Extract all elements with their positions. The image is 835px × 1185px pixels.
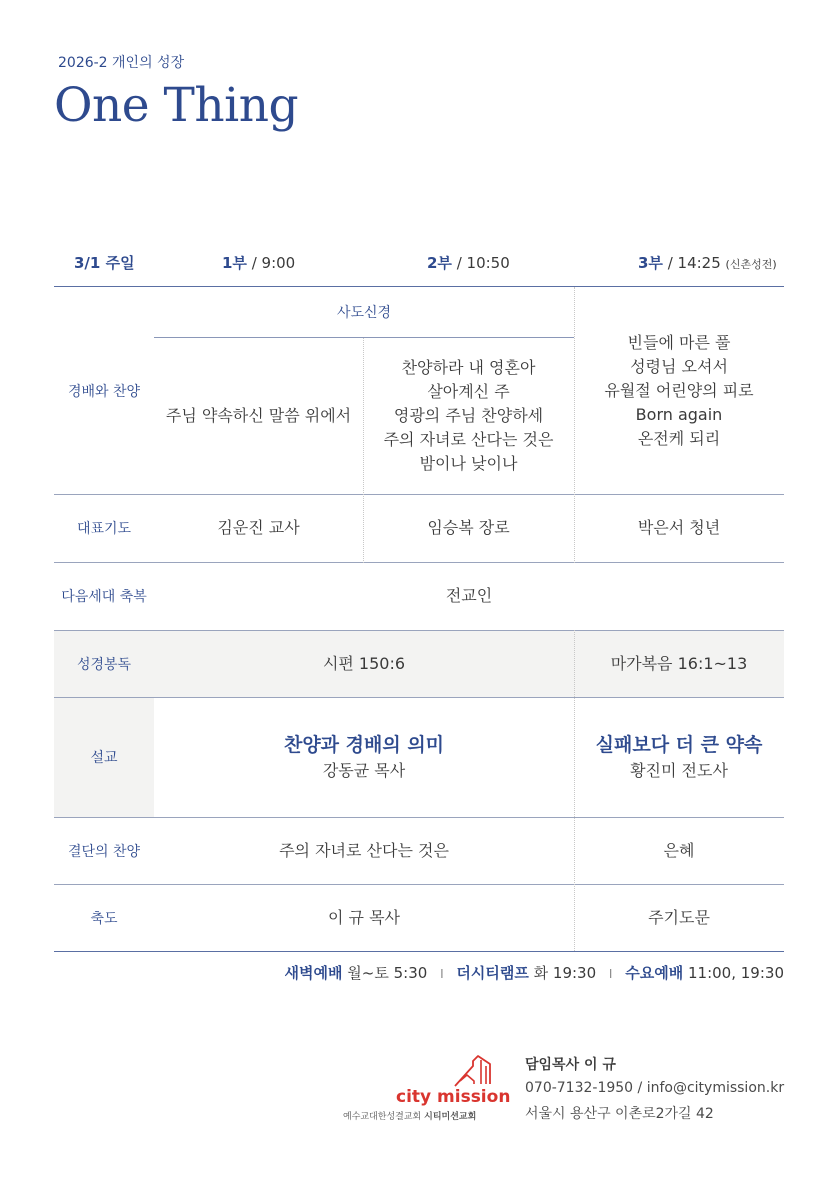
prayer-service-2: 임승복 장로 xyxy=(427,518,510,537)
separator: I xyxy=(608,967,613,981)
service-1-time: / 9:00 xyxy=(246,254,296,272)
nextgen-value: 전교인 xyxy=(445,586,493,605)
city-lamp-time: 화 19:30 xyxy=(533,964,597,982)
service-3-label: 3부 xyxy=(638,254,663,272)
page-title: One Thing xyxy=(54,78,299,133)
separator: I xyxy=(440,967,444,981)
worship-song: 성령님 오셔서 xyxy=(630,356,728,376)
worship-service-2 xyxy=(363,338,574,494)
sermon-title: 찬양과 경배의 의미 xyxy=(283,734,445,756)
worship-song: 밤이나 낮이나 xyxy=(419,454,518,473)
service-3-header xyxy=(638,252,777,273)
sermon-speaker: 황진미 전도사 xyxy=(630,761,728,780)
service-date xyxy=(74,252,135,273)
service-2-header xyxy=(427,252,510,273)
service-3-time: / 14:25 xyxy=(662,254,721,272)
church-address: 서울시 용산구 이촌로2가길 42 xyxy=(525,1106,714,1122)
reading-service-1-2: 시편 150:6 xyxy=(322,653,406,673)
city-lamp-label: 더시티램프 xyxy=(456,964,529,982)
service-date-text: 3/1 주일 xyxy=(74,254,135,272)
reading-service-3: 마가복음 16:1~13 xyxy=(610,653,748,673)
apostles-creed: 사도신경 xyxy=(336,304,392,321)
row-label-blessing: 축도 xyxy=(90,910,118,927)
service-3-note: (신촌성전) xyxy=(725,258,777,271)
prayer-service-1: 김운진 교사 xyxy=(217,518,300,537)
worship-song: 영광의 주님 찬양하세 xyxy=(393,406,544,425)
service-1-label: 1부 xyxy=(222,254,247,272)
contact-info: 070-7132-1950 / info@citymission.kr xyxy=(525,1080,785,1096)
blessing-service-1-2: 이 규 목사 xyxy=(328,907,400,927)
worship-service-1: 주님 약속하신 말씀 위에서 xyxy=(165,406,352,425)
row-label-sermon: 설교 xyxy=(90,750,118,766)
worship-song: 찬양하라 내 영혼아 xyxy=(401,358,536,377)
worship-song: 주의 자녀로 산다는 것은 xyxy=(383,430,554,449)
sermon-title: 실패보다 더 큰 약속 xyxy=(595,734,763,756)
wednesday-service-label: 수요예배 xyxy=(625,964,684,982)
decision-service-3: 은혜 xyxy=(663,840,695,860)
series-subtitle: 2026-2 개인의 성장 xyxy=(58,55,185,71)
worship-song: Born again xyxy=(635,404,723,424)
dawn-service-time: 월~토 5:30 xyxy=(347,964,428,982)
service-2-label: 2부 xyxy=(427,254,452,272)
wednesday-service-time: 11:00, 19:30 xyxy=(688,964,784,982)
sermon-service-3 xyxy=(574,697,784,817)
senior-pastor: 담임목사 이 규 xyxy=(525,1057,616,1073)
decision-service-1-2: 주의 자녀로 산다는 것은 xyxy=(279,840,449,860)
row-label-worship: 경배와 찬양 xyxy=(67,383,141,400)
church-name: 시티미션교회 xyxy=(424,1112,477,1122)
dawn-service-label: 새벽예배 xyxy=(284,964,343,982)
service-1-header xyxy=(222,252,295,273)
logo-wordmark: city mission xyxy=(396,1087,511,1107)
denomination-name: 예수교대한성결교회 xyxy=(343,1112,422,1122)
row-label-nextgen: 다음세대 축복 xyxy=(61,589,147,605)
sermon-speaker: 강동균 목사 xyxy=(322,761,406,780)
worship-song: 살아계신 주 xyxy=(427,382,510,401)
worship-song: 온전케 되리 xyxy=(637,428,721,448)
worship-song: 유월절 어린양의 피로 xyxy=(604,380,754,400)
worship-service-3 xyxy=(574,287,784,494)
row-label-decision: 결단의 찬양 xyxy=(67,843,141,860)
sermon-service-1-2 xyxy=(154,697,574,817)
row-label-prayer: 대표기도 xyxy=(76,521,132,537)
weekly-schedule xyxy=(285,962,784,983)
table-bottom-rule xyxy=(54,951,784,952)
service-2-time: / 10:50 xyxy=(451,254,510,272)
row-label-reading: 성경봉독 xyxy=(76,656,132,673)
prayer-service-3: 박은서 청년 xyxy=(637,518,721,537)
logo-subtitle xyxy=(343,1109,476,1122)
blessing-service-3: 주기도문 xyxy=(648,907,710,927)
worship-song: 빈들에 마른 풀 xyxy=(627,332,731,352)
